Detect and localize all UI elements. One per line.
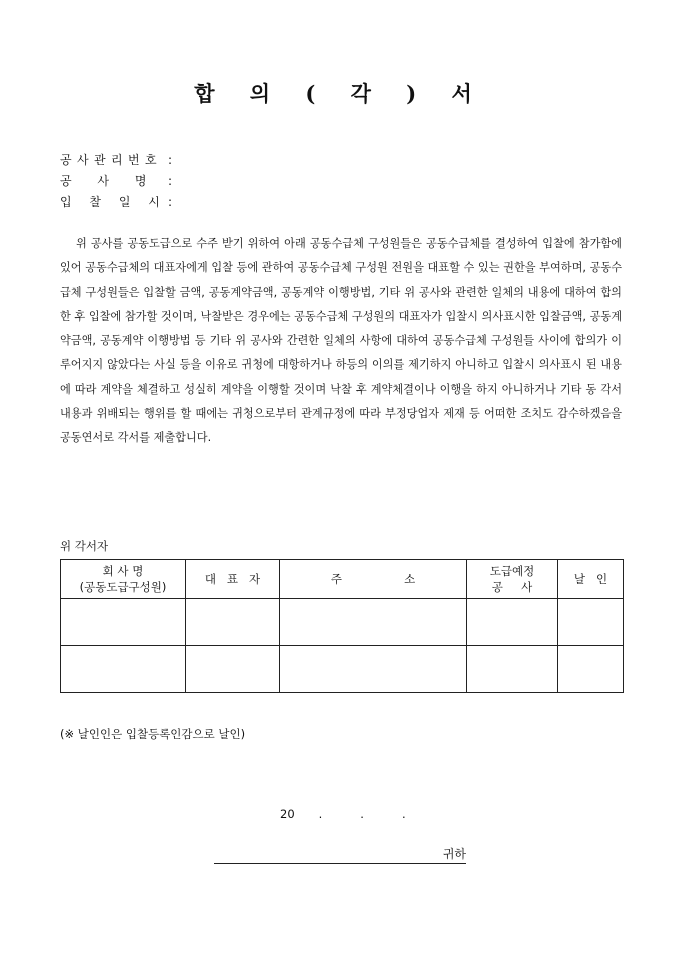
cell-representative[interactable] [186,599,280,646]
signers-label: 위 각서자 [60,539,109,553]
cell-address[interactable] [280,599,467,646]
cell-representative[interactable] [186,646,280,693]
signers-table [60,559,624,693]
header-company [61,560,186,599]
header-address: 주 소 [280,560,467,599]
field-label: 공 사 명 [60,174,158,188]
date-sep-3: . [401,807,406,821]
date-line [280,807,406,821]
agreement-body: 위 공사를 공동도급으로 수주 받기 위하여 아래 공동수급체 구성원들은 공동수급체를 결성하여 입찰에 참가함에 있어 공동수급체의 대표자에게 입찰 등에 관하여 공동수급체 구성원 전원을 대표할 수 있는 권한을 부여하며, 공동수급체 구성원들은 입찰할 금액, 공동계약금액, 공동계약 이행방법, 기타 위 공사와 관련한 일체의 내용에 대하여 합의한 후 입찰에 참가할 것이며, 낙찰받은 경우에는 공동수급체 구성원의 대표자가 입찰시 의사표시한 입찰금액, 공동계약금액, 공동계약 이행방법 등 기타 위 공사와 간련한 일체의 사항에 대하여 공동수급체 구성원들 사이에 합의가 이루어지지 않았다는 사실 등을 이유로 귀청에 대항하거나 하등의 이의를 제기하지 아니하고 입찰시 의사표시 된 내용에 따라 계약을 체결하고 성실히 계약을 이행할 것이며 낙찰 후 계약체결이나 이행을 하지 아니하거나 기타 동 각서내용과 위배되는 행위를 할 때에는 귀청으로부터 관계규정에 따라 부정당업자 제재 등 어떠한 조치도 감수하겠음을 공동연서로 각서를 제출합니다. [60,237,622,445]
cell-seal[interactable] [558,646,624,693]
cell-company[interactable] [61,599,186,646]
header-representative: 대 표 자 [186,560,280,599]
field-label: 입 찰 일 시 [60,195,167,209]
cell-seal[interactable] [558,599,624,646]
table-header-row [61,560,624,599]
date-sep-2: . [360,807,364,821]
field-colon: : [168,153,173,167]
header-seal: 날 인 [558,560,624,599]
field-bid-date [60,194,172,210]
field-colon: : [168,174,173,188]
table-row [61,646,624,693]
recipient-line[interactable] [214,846,466,864]
document-title: 합 의 ( 각 ) 서 [194,81,486,106]
date-sep-1: . [318,807,323,821]
field-project-name [60,173,172,189]
recipient-suffix: 귀하 [442,847,466,861]
header-planned-work [467,560,558,599]
field-project-number [60,152,172,168]
header-company-name: 회 사 명 [102,564,144,578]
cell-planned-work[interactable] [467,599,558,646]
date-year: 20 [280,807,295,821]
table-row [61,599,624,646]
header-company-sub: (공동도급구성원) [79,580,167,594]
field-label: 공사관리번호 [60,153,162,167]
field-colon: : [168,195,173,209]
cell-planned-work[interactable] [467,646,558,693]
seal-note: (※ 날인인은 입찰등록인감으로 날인) [60,727,246,741]
cell-company[interactable] [61,646,186,693]
header-planned-work-line2: 공 사 [491,580,533,594]
header-planned-work-line1: 도급예정 [489,564,535,578]
cell-address[interactable] [280,646,467,693]
